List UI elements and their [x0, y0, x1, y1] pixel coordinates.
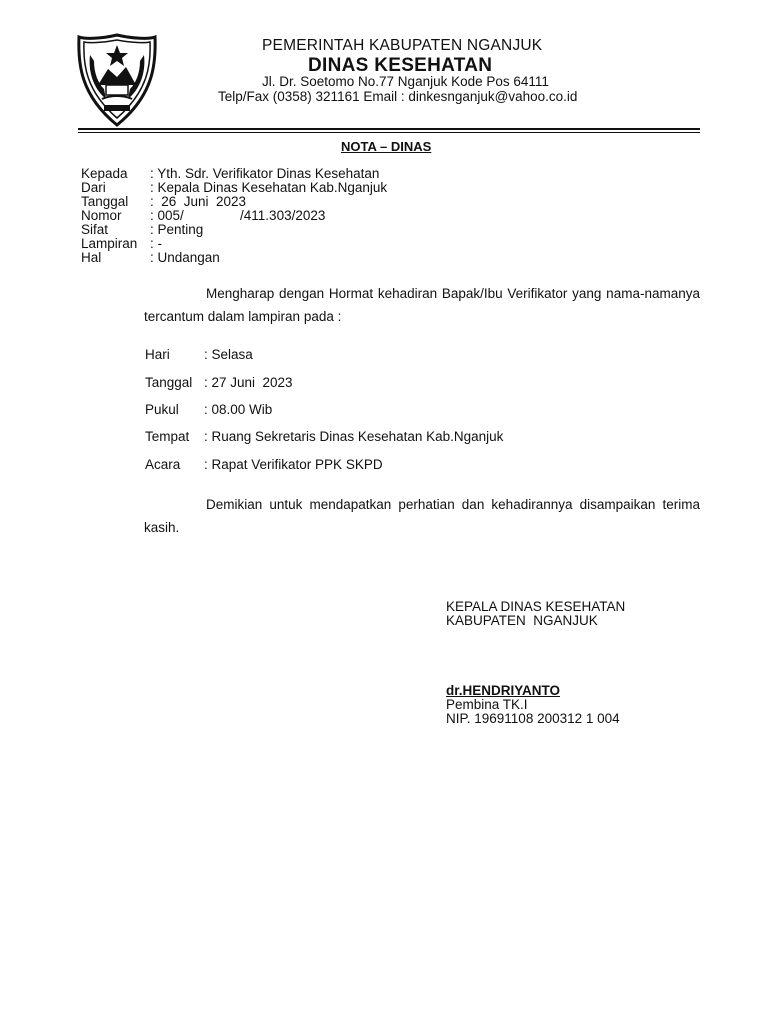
detail-label-acara: Acara	[145, 457, 181, 472]
meta-value-kepada: : Yth. Sdr. Verifikator Dinas Kesehatan	[150, 166, 380, 181]
detail-value-tanggal: : 27 Juni 2023	[204, 375, 293, 390]
letterhead-agency-name: DINAS KESEHATAN	[308, 55, 493, 76]
detail-value-tempat: : Ruang Sekretaris Dinas Kesehatan Kab.Nganjuk	[204, 429, 504, 444]
letterhead-government-name: PEMERINTAH KABUPATEN NGANJUK	[262, 37, 543, 54]
closing-paragraph: Demikian untuk mendapatkan perhatian dan kehadirannya disampaikan terima kasih.	[144, 497, 700, 535]
detail-label-tempat: Tempat	[145, 429, 190, 444]
signatory-name: dr.HENDRIYANTO	[446, 683, 561, 698]
meta-label-hal: Hal	[81, 250, 102, 265]
detail-label-pukul: Pukul	[145, 402, 179, 417]
meta-label-kepada: Kepada	[81, 166, 128, 181]
detail-label-hari: Hari	[145, 347, 170, 362]
meta-value-lampiran: : -	[150, 236, 162, 251]
signatory-nip: NIP. 19691108 200312 1 004	[446, 711, 620, 726]
meta-value-nomor: : 005/ /411.303/2023	[150, 208, 326, 223]
meta-value-dari: : Kepala Dinas Kesehatan Kab.Nganjuk	[150, 180, 388, 195]
detail-value-acara: : Rapat Verifikator PPK SKPD	[204, 457, 383, 472]
meta-label-dari: Dari	[81, 180, 106, 195]
meta-label-nomor: Nomor	[81, 208, 122, 223]
signatory-position-line2: KABUPATEN NGANJUK	[446, 613, 598, 628]
detail-value-hari: : Selasa	[204, 347, 253, 362]
meta-label-lampiran: Lampiran	[81, 236, 138, 251]
meta-label-tanggal: Tanggal	[81, 194, 129, 209]
nganjuk-regency-emblem-icon	[76, 33, 158, 127]
signatory-rank: Pembina TK.I	[446, 697, 528, 712]
signatory-position-line1: KEPALA DINAS KESEHATAN	[446, 599, 626, 614]
meta-label-sifat: Sifat	[81, 222, 109, 237]
meta-value-hal: : Undangan	[150, 250, 220, 265]
letterhead-divider-thin	[78, 132, 700, 133]
meta-value-sifat: : Penting	[150, 222, 204, 237]
document-title: NOTA – DINAS	[341, 139, 432, 154]
meta-value-tanggal: : 26 Juni 2023	[150, 194, 247, 209]
letterhead-divider-thick	[78, 128, 700, 130]
detail-value-pukul: : 08.00 Wib	[204, 402, 273, 417]
detail-label-tanggal: Tanggal	[145, 375, 193, 390]
letterhead-contact: Telp/Fax (0358) 321161 Email : dinkesnganjuk@vahoo.co.id	[218, 89, 578, 104]
opening-paragraph: Mengharap dengan Hormat kehadiran Bapak/Ibu Verifikator yang nama-namanya tercantum dalam lampiran pada :	[144, 286, 700, 324]
letterhead-address: Jl. Dr. Soetomo No.77 Nganjuk Kode Pos 64111	[262, 74, 549, 89]
